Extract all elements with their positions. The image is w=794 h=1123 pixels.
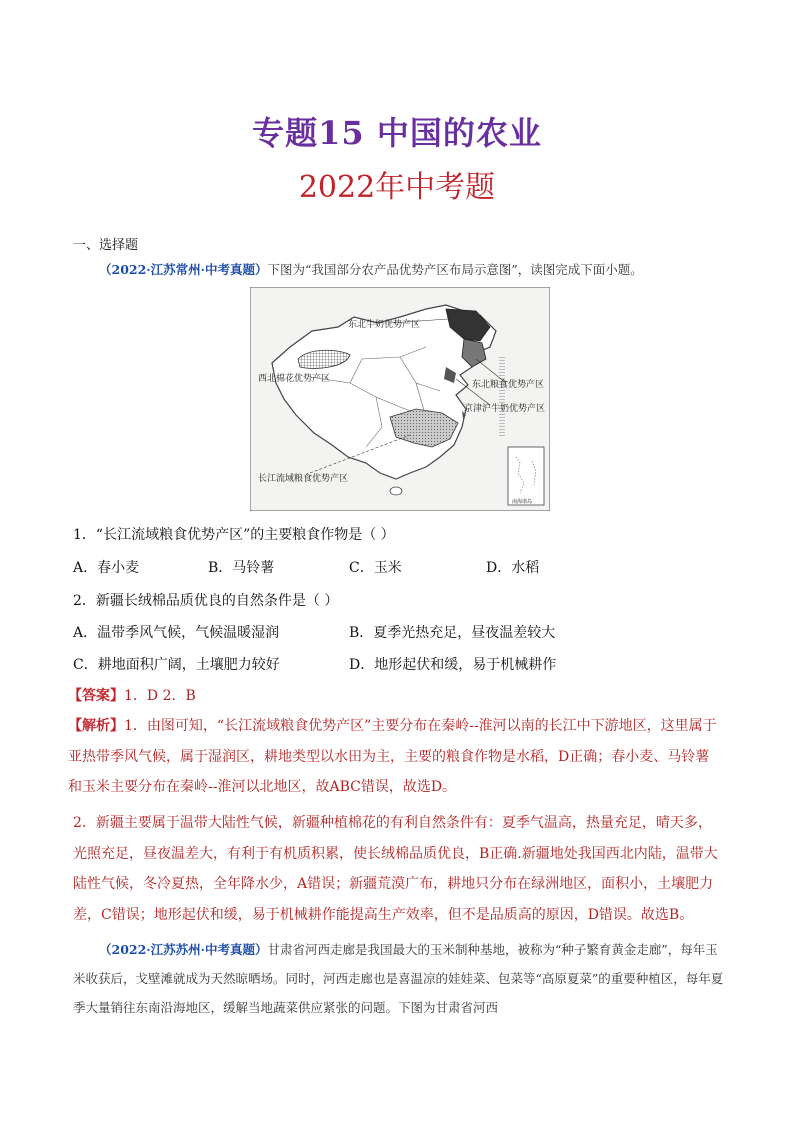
- answer-line: [68, 685, 196, 705]
- map-label-ne-grain: 东北粮食优势产区: [472, 380, 545, 390]
- south-china-sea-inset: [508, 447, 544, 505]
- analysis-text-1: 1．由图可知，“长江流域粮食优势产区”主要分布在秦岭--淮河以南的长江中下游地区，这里属于亚热带季风气候，属于湿润区，耕地类型以水田为主，主要的粮食作物是水稻，D正确；春小麦、马铃薯和玉米主要分布在秦岭--淮河以北地区，故ABC错误，故选D。: [68, 718, 717, 795]
- q2-option-a: A．温带季风气候，气候温暖湿润: [73, 625, 280, 641]
- answer-tag: 【答案】: [68, 688, 124, 704]
- q1-option-d: D．水稻: [486, 560, 540, 576]
- analysis-paragraph-2: 2．新疆主要属于温带大陆性气候，新疆种植棉花的有利自然条件有：夏季气温高，热量充足，晴天多，光照充足，昼夜温差大，有利于有机质积累，使长绒棉品质优良，B正确.新疆地处我国西北内陆，温带大陆性气候，冬冷夏热，全年降水少，A错误；新疆荒漠广布，耕地只分布在绿洲地区，面积小，土壤肥力差，C错误；地形起伏和缓，易于机械耕作能提高生产效率，但不是品质高的原因，D错误。故选B。: [73, 815, 718, 923]
- page-title: 专题15 中国的农业: [252, 114, 542, 152]
- q2-option-d: D．地形起伏和缓，易于机械耕作: [349, 657, 557, 673]
- question-intro-1: [73, 260, 723, 280]
- q2-option-b: B．夏季光热充足，昼夜温差较大: [349, 625, 556, 641]
- question-1-stem: 1．“长江流域粮食优势产区”的主要粮食作物是（ ）: [73, 527, 395, 543]
- answer-text: 1．D 2．B: [124, 688, 196, 704]
- q2-option-c: C．耕地面积广阔，土壤肥力较好: [73, 657, 280, 673]
- page-subtitle: 2022年中考题: [298, 170, 496, 205]
- analysis-paragraph-1: [68, 711, 723, 803]
- map-label-dairy: 东北牛奶优势产区: [348, 320, 421, 330]
- question-2-stem: 2．新疆长绒棉品质优良的自然条件是（ ）: [73, 593, 339, 609]
- question-source-2: （2022·江苏苏州·中考真题）: [99, 942, 268, 957]
- china-agriculture-map: [250, 287, 550, 511]
- q1-option-b: B．马铃薯: [208, 560, 275, 576]
- question-intro-2: [73, 935, 725, 1022]
- question-intro-text: 下图为“我国部分农产品优势产区布局示意图”，读图完成下面小题。: [267, 262, 643, 277]
- map-label-inset: 南海诸岛: [512, 499, 533, 505]
- q1-option-c: C．玉米: [349, 560, 402, 576]
- map-label-jjh-milk: 京津沪牛奶优势产区: [464, 404, 546, 414]
- map-label-yangtze-grain: 长江流域粮食优势产区: [258, 474, 349, 484]
- q1-option-a: A．春小麦: [73, 560, 140, 576]
- analysis-tag: 【解析】: [68, 718, 124, 734]
- section-heading: 一、选择题: [73, 238, 139, 253]
- question-source: （2022·江苏常州·中考真题）: [99, 262, 268, 277]
- question-intro-text-2: 甘肃省河西走廊是我国最大的玉米制种基地，被称为“种子繁育黄金走廊”，每年玉米收获后，戈壁滩就成为天然晾晒场。同时，河西走廊也是喜温凉的娃娃菜、包菜等“高原夏菜”的重要种植区，每年夏季大量销往东南沿海地区，缓解当地蔬菜供应紧张的问题。下图为甘肃省河西: [73, 942, 724, 1015]
- map-label-cotton: 西北棉花优势产区: [258, 374, 331, 384]
